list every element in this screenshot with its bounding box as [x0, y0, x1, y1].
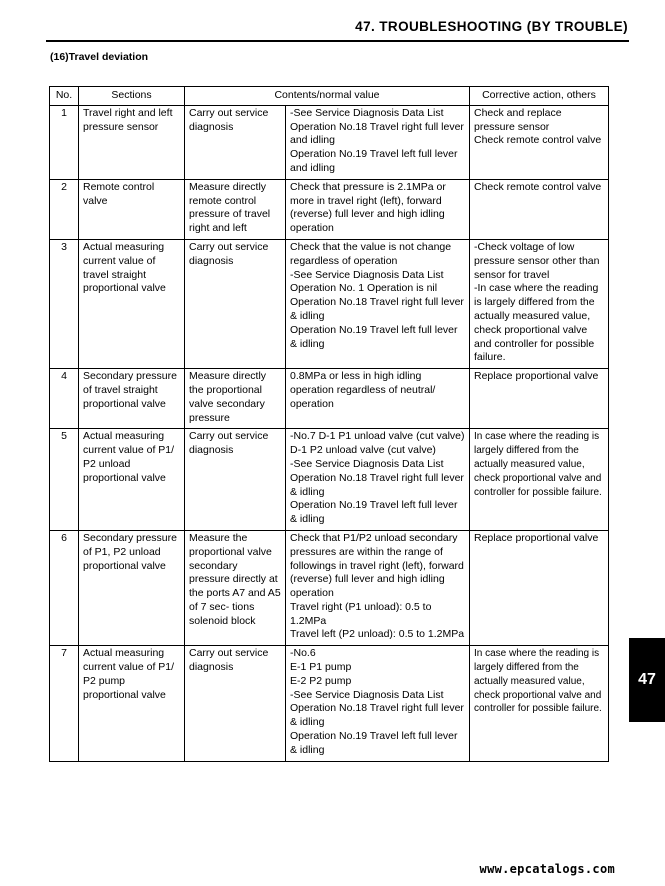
row-number: 2: [50, 179, 79, 239]
row-corrective: Replace proportional valve: [470, 530, 609, 645]
row-corrective: Replace proportional valve: [470, 369, 609, 429]
row-section: Actual measuring current value of P1/ P2 unload proportional valve: [79, 429, 185, 531]
row-corrective: Check and replace pressure sensor Check remote control valve: [470, 105, 609, 179]
row-number: 6: [50, 530, 79, 645]
row-corrective: In case where the reading is largely differed from the actually measured value, check proportional valve and controller for possible failure.: [470, 646, 609, 761]
row-contents: -See Service Diagnosis Data List Operation No.18 Travel right full lever and idling Operation No.19 Travel left full lever and idling: [286, 105, 470, 179]
row-number: 7: [50, 646, 79, 761]
row-section: Remote control valve: [79, 179, 185, 239]
table-row: [50, 429, 609, 531]
row-action: Measure directly the proportional valve secondary pressure: [185, 369, 286, 429]
table-row: [50, 105, 609, 179]
row-contents: Check that pressure is 2.1MPa or more in travel right (left), forward (reverse) full lever and high idling operation: [286, 179, 470, 239]
row-section: Actual measuring current value of P1/ P2 pump proportional valve: [79, 646, 185, 761]
table-row: [50, 369, 609, 429]
row-section: Actual measuring current value of travel straight proportional valve: [79, 239, 185, 368]
row-action: Carry out service diagnosis: [185, 646, 286, 761]
row-action: Measure the proportional valve secondary pressure directly at the ports A7 and A5 of 7 sec- tions solenoid block: [185, 530, 286, 645]
row-corrective: In case where the reading is largely differed from the actually measured value, check proportional valve and controller for possible failure.: [470, 429, 609, 531]
table-header-row: [50, 87, 609, 106]
row-corrective: Check remote control valve: [470, 179, 609, 239]
row-section: Travel right and left pressure sensor: [79, 105, 185, 179]
table-row: [50, 530, 609, 645]
column-header-corrective: Corrective action, others: [470, 87, 609, 106]
row-corrective: -Check voltage of low pressure sensor other than sensor for travel -In case where the reading is largely differed from the actually measured value, check proportional valve and controller for possible failure.: [470, 239, 609, 368]
row-contents: -No.7 D-1 P1 unload valve (cut valve) D-1 P2 unload valve (cut valve) -See Service Diagnosis Data List Operation No.18 Travel right full lever & idling Operation No.19 Travel left full lever & idling: [286, 429, 470, 531]
row-number: 5: [50, 429, 79, 531]
page-header-title: 47. TROUBLESHOOTING (BY TROUBLE): [355, 19, 628, 34]
section-title: (16)Travel deviation: [50, 51, 149, 63]
row-contents: -No.6 E-1 P1 pump E-2 P2 pump -See Service Diagnosis Data List Operation No.18 Travel right full lever & idling Operation No.19 Travel left full lever & idling: [286, 646, 470, 761]
column-header-no: No.: [50, 87, 79, 106]
table-row: [50, 646, 609, 761]
row-number: 3: [50, 239, 79, 368]
row-number: 1: [50, 105, 79, 179]
row-section: Secondary pressure of travel straight proportional valve: [79, 369, 185, 429]
row-number: 4: [50, 369, 79, 429]
row-action: Carry out service diagnosis: [185, 239, 286, 368]
chapter-tab-marker: 47: [629, 638, 665, 722]
row-section: Secondary pressure of P1, P2 unload proportional valve: [79, 530, 185, 645]
table-row: [50, 179, 609, 239]
column-header-contents: Contents/normal value: [185, 87, 470, 106]
row-action: Measure directly remote control pressure of travel right and left: [185, 179, 286, 239]
header-divider: [46, 40, 629, 42]
troubleshooting-table: [49, 86, 609, 762]
row-action: Carry out service diagnosis: [185, 429, 286, 531]
row-contents: Check that the value is not change regardless of operation -See Service Diagnosis Data List Operation No. 1 Operation is nil Operation No.18 Travel right full lever & idling Operation No.19 Travel left full lever & idling: [286, 239, 470, 368]
row-action: Carry out service diagnosis: [185, 105, 286, 179]
table-row: [50, 239, 609, 368]
footer-url: www.epcatalogs.com: [479, 862, 615, 876]
row-contents: Check that P1/P2 unload secondary pressures are within the range of followings in travel right (left), forward (reverse) full lever and high idling operation Travel right (P1 unload): 0.5 to 1.2MPa Travel left (P2 unload): 0.5 to 1.2MPa: [286, 530, 470, 645]
column-header-sections: Sections: [79, 87, 185, 106]
row-contents: 0.8MPa or less in high idling operation regardless of neutral/ operation: [286, 369, 470, 429]
